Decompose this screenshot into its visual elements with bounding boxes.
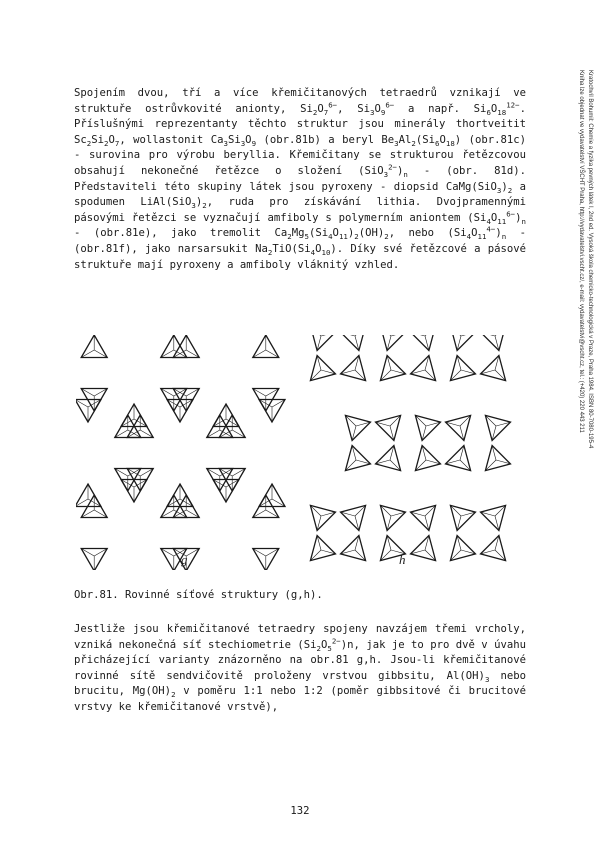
tetrahedron-h — [411, 335, 436, 351]
figure-h-drawing — [310, 335, 510, 561]
tetrahedron-g — [76, 484, 101, 507]
tetrahedron-h-edge — [355, 335, 366, 336]
tetrahedron-h-edge — [450, 335, 461, 336]
tetrahedron-h-edge — [495, 335, 506, 336]
side-note — [558, 70, 594, 610]
tetrahedron-h-edge — [310, 335, 321, 336]
figure-caption: Obr.81. Rovinné síťové struktury (g,h). — [74, 589, 323, 601]
side-note-line-2: Kniha lze objednat ve vydavatelství VŠCHT Praha, http://vydavatelstvi.vscht.cz/, e-mail: vydavatelstvi@vscht.cz, tel.: (+420) 220 443 211 — [578, 70, 585, 433]
figure-label-g: g — [181, 552, 188, 567]
figure-label-h: h — [399, 552, 406, 567]
side-note-line-1: Kratochvíl Bohumil: Chemie a fyzika pevných látek I, 2nd ed. Vysoká škola chemicko-technologická v Praze, Praha 1984. ISBN 80-7080-195-4 — [587, 70, 593, 449]
tetrahedron-h — [310, 335, 335, 351]
figure-network-structures — [76, 335, 526, 570]
tetrahedron-h-edge — [425, 335, 436, 336]
tetrahedron-h — [450, 335, 475, 351]
tetrahedron-h — [380, 335, 405, 351]
tetrahedron-h — [341, 335, 366, 351]
tetrahedron-h — [481, 335, 506, 351]
paragraph-sheet-silicates: Jestliže jsou křemičitanové tetraedry spojeny navzájem třemi vrcholy, vzniká nekonečná síť stechiometrie $(Si_2O_5^{2-})n$, jak je to pro dvě v úvahu přicházející varianty znázorněno na obr.81 g,h. Jsou-li křemičitanové rovinné sítě sendvičovitě proloženy vrstvou gibbsitu, $Al(OH)_3$ nebo brucitu, $Mg(OH)_2$ v poměru 1:1 nebo 1:2 (poměr gibbsitové či brucitové vrstvy ke křemičitanové vrstvě), — [74, 623, 527, 713]
paragraph-silicates-chains: Spojením dvou, tří a více křemičitanových tetraedrů vznikají ve struktuře ostrůvkovité anionty, $Si_2O_7^{6-}$, $Si_3O_9^{6-}$ a např. $Si_6O_{18}^{12-}$. Příslušnými reprezentanty těchto struktur jsou minerály thortveitit $Sc_2Si_2O_7$, wollastonit $Ca_3Si_3O_9$ (obr.81b) a beryl $Be_3Al_2(Si_6O_{18})$ (obr.81c) - surovina pro výrobu beryllia. Křemičitany se strukturou řetězcovou obsahují nekonečné řetězce o složení $(SiO_3^{2-})_n - (obr$. 81d). Představiteli této skupiny látek jsou pyroxeny - diopsid $CaMg(SiO_3)_2$ a spodumen $LiAl(SiO_3)_2$, ruda pro získávání lithia. Dvojpramennými pásovými řetězci se vyznačují amfiboly s polymerním aniontem $(Si_4O_{11}^{6-})_n - (obr.81e)$, jako tremolit $Ca_2Mg_5(Si_4O_{11})_2(OH)_2$, nebo $(Si_4O_{11}^{4-})_n - (obr.81f)$, jako narsarsukit $Na_2TiO(Si_4O_{10})$. Díky své řetězcové a pásové struktuře mají pyroxeny a amfiboly vláknitý vzhled. — [74, 87, 527, 271]
tetrahedron-h-edge — [380, 335, 391, 336]
page-number: 132 — [290, 805, 310, 817]
figure-g-drawing — [76, 335, 285, 570]
tetrahedron-g — [76, 400, 101, 423]
